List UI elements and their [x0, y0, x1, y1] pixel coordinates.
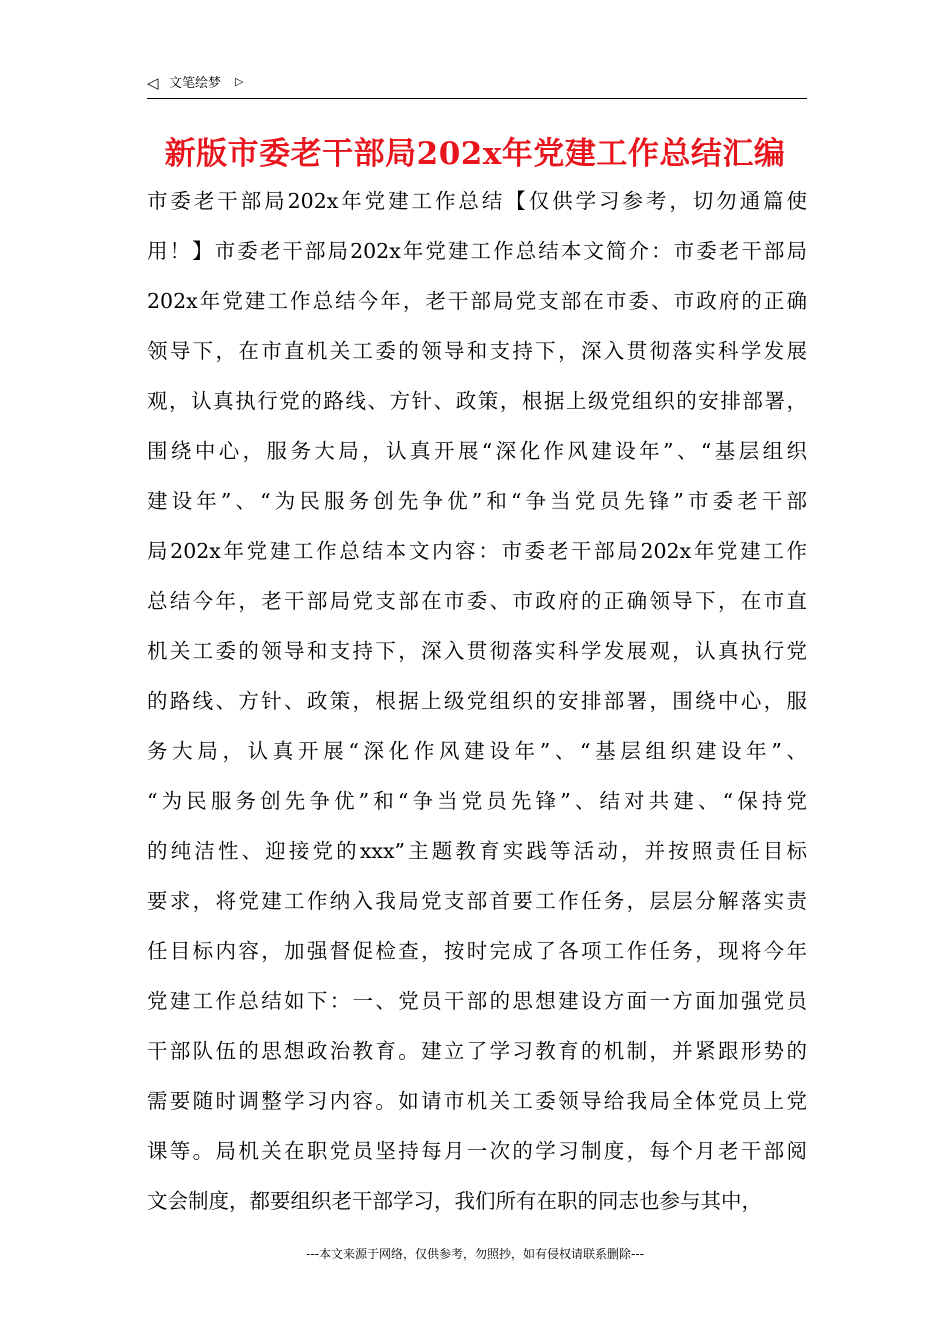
- triangle-right-icon: ▷: [235, 75, 244, 88]
- body-line: 202x年党建工作总结今年，老干部局党支部在市委、市政府的正确: [147, 289, 807, 313]
- body-line: 的纯洁性、迎接党的xxx”主题教育实践等活动，并按照责任目标: [147, 839, 807, 863]
- body-line: 务大局，认真开展“深化作风建设年”、“基层组织建设年”、: [147, 739, 807, 763]
- body-line: 用！】市委老干部局202x年党建工作总结本文简介：市委老干部局: [147, 239, 807, 263]
- body-line: 的路线、方针、政策，根据上级党组织的安排部署，围绕中心，服: [147, 689, 807, 713]
- body-line: 党建工作总结如下：一、党员干部的思想建设方面一方面加强党员: [147, 989, 807, 1013]
- body-line: 干部队伍的思想政治教育。建立了学习教育的机制，并紧跟形势的: [147, 1039, 807, 1063]
- document-body: [147, 176, 807, 1226]
- page-header: [147, 72, 807, 99]
- document-title: 新版市委老干部局202x年党建工作总结汇编: [164, 136, 786, 172]
- body-line: 需要随时调整学习内容。如请市机关工委领导给我局全体党员上党: [147, 1089, 807, 1113]
- body-line: 总结今年，老干部局党支部在市委、市政府的正确领导下，在市直: [147, 589, 807, 613]
- body-line: 局202x年党建工作总结本文内容：市委老干部局202x年党建工作: [147, 539, 807, 563]
- body-line: 围绕中心，服务大局，认真开展“深化作风建设年”、“基层组织: [147, 439, 807, 463]
- body-line: 市委老干部局202x年党建工作总结【仅供学习参考，切勿通篇使: [147, 189, 807, 213]
- body-line: 观，认真执行党的路线、方针、政策，根据上级党组织的安排部署，: [147, 389, 807, 413]
- body-line: 建设年”、“为民服务创先争优”和“争当党员先锋”市委老干部: [147, 489, 807, 513]
- body-line: 要求，将党建工作纳入我局党支部首要工作任务，层层分解落实责: [147, 889, 807, 913]
- page-footer: ---本文来源于网络，仅供参考，勿照抄，如有侵权请联系删除---: [306, 1247, 644, 1261]
- body-line: 机关工委的领导和支持下，深入贯彻落实科学发展观，认真执行党: [147, 639, 807, 663]
- body-line: 任目标内容，加强督促检查，按时完成了各项工作任务，现将今年: [147, 939, 807, 963]
- body-line: 文会制度，都要组织老干部学习，我们所有在职的同志也参与其中，: [147, 1189, 762, 1213]
- body-line: 领导下，在市直机关工委的领导和支持下，深入贯彻落实科学发展: [147, 339, 807, 363]
- header-brand: 文笔绘梦: [169, 76, 222, 91]
- triangle-left-icon: ◁: [147, 74, 159, 92]
- body-line: “为民服务创先争优”和“争当党员先锋”、结对共建、“保持党: [147, 789, 807, 813]
- body-line: 课等。局机关在职党员坚持每月一次的学习制度，每个月老干部阅: [147, 1139, 807, 1163]
